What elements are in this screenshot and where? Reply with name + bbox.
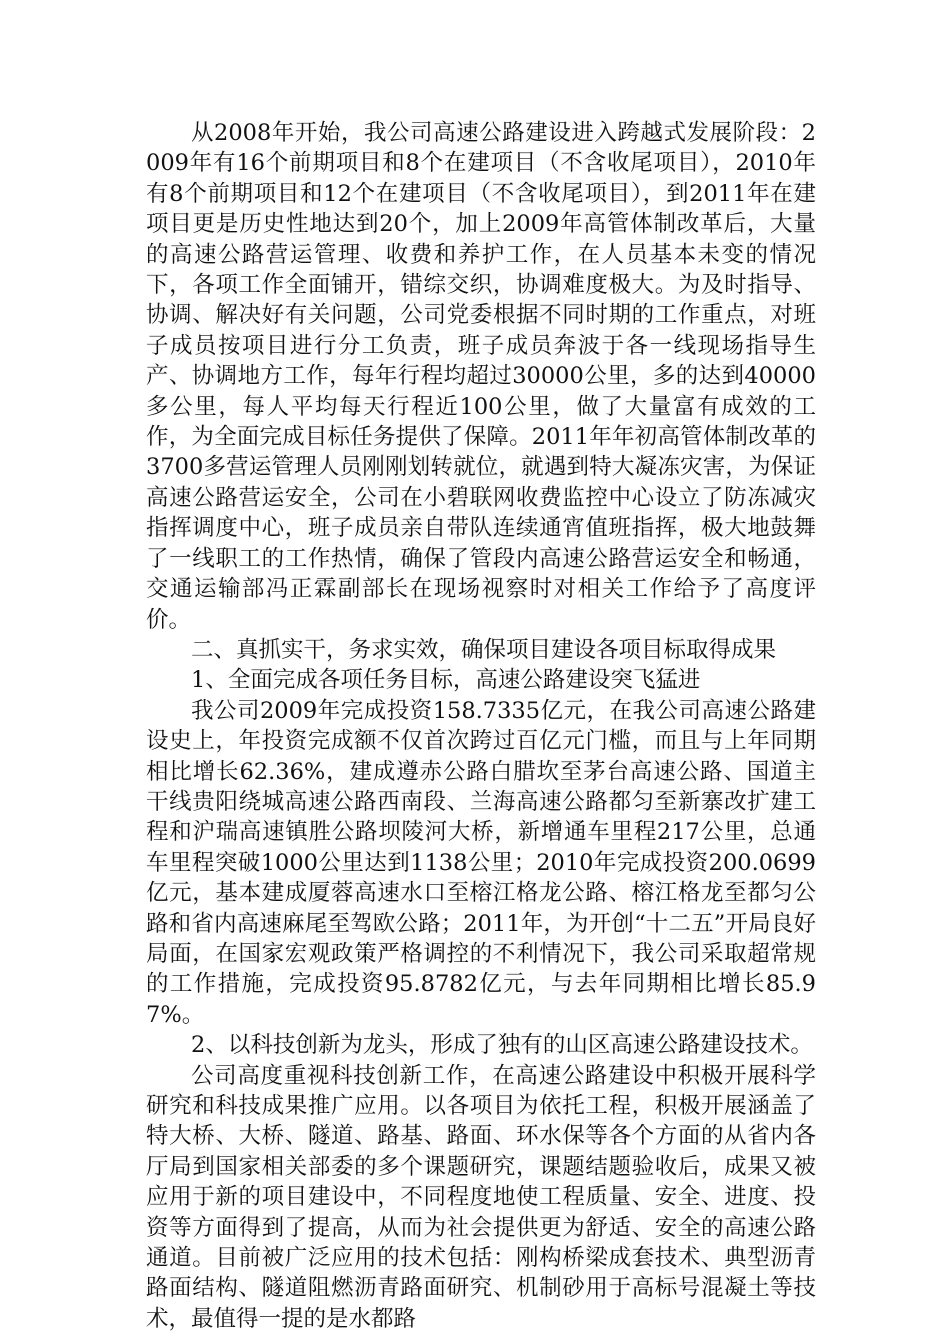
subheading-two: 2、以科技创新为龙头，形成了独有的山区高速公路建设技术。 bbox=[191, 1032, 813, 1059]
section-heading-two: 二、真抓实干，务求实效，确保项目建设各项目标取得成果 bbox=[191, 636, 777, 663]
paragraph-investment: 我公司2009年完成投资158.7335亿元，在我公司高速公路建设史上，年投资完成额不仅首次跨过百亿元门槛，而且与上年同期相比增长62.36%，建成遵赤公路白腊坎至茅台高速公路、国道主干线贵阳绕城高速公路西南段、兰海高速公路都匀至新寨改扩建工程和沪瑞高速镇胜公路坝陵河大桥，新增通车里程217公里，总通车里程突破1000公里达到1138公里；2010年完成投资200.0699亿元，基本建成厦蓉高速水口至榕江格龙公路、榕江格龙至都匀公路和省内高速麻尾至驾欧公路；2011年，为开创“十二五”开局良好局面，在国家宏观政策严格调控的不利情况下，我公司采取超常规的工作措施，完成投资95.8782亿元，与去年同期相比增长85.97%。 bbox=[146, 697, 816, 1028]
subheading-one: 1、全面完成各项任务目标，高速公路建设突飞猛进 bbox=[191, 667, 701, 694]
paragraph-technology: 公司高度重视科技创新工作，在高速公路建设中积极开展科学研究和科技成果推广应用。以各项目为依托工程，积极开展涵盖了特大桥、大桥、隧道、路基、路面、环水保等各个方面的从省内各厅局到国家相关部委的多个课题研究，课题结题验收后，成果又被应用于新的项目建设中，不同程度地使工程质量、安全、进度、投资等方面得到了提高，从而为社会提供更为舒适、安全的高速公路通道。目前被广泛应用的技术包括：刚构桥梁成套技术、典型沥青路面结构、隧道阻燃沥青路面研究、机制砂用于高标号混凝土等技术，最值得一提的是水都路 bbox=[146, 1062, 816, 1332]
paragraph-project-overview: 从2008年开始，我公司高速公路建设进入跨越式发展阶段：2009年有16个前期项目和8个在建项目（不含收尾项目），2010年有8个前期项目和12个在建项目（不含收尾项目），到2011年在建项目更是历史性地达到20个，加上2009年高管体制改革后，大量的高速公路营运管理、收费和养护工作，在人员基本未变的情况下，各项工作全面铺开，错综交织，协调难度极大。为及时指导、协调、解决好有关问题，公司党委根据不同时期的工作重点，对班子成员按项目进行分工负责，班子成员奔波于各一线现场指导生产、协调地方工作，每年行程均超过30000公里，多的达到40000多公里，每人平均每天行程近100公里，做了大量富有成效的工作，为全面完成目标任务提供了保障。2011年年初高管体制改革的3700多营运管理人员刚刚划转就位，就遇到特大凝冻灾害，为保证高速公路营运安全，公司在小碧联网收费监控中心设立了防冻减灾指挥调度中心，班子成员亲自带队连续通宵值班指挥，极大地鼓舞了一线职工的工作热情，确保了管段内高速公路营运安全和畅通，交通运输部冯正霖副部长在现场视察时对相关工作给予了高度评价。 bbox=[146, 120, 816, 633]
document-body bbox=[146, 118, 816, 1334]
